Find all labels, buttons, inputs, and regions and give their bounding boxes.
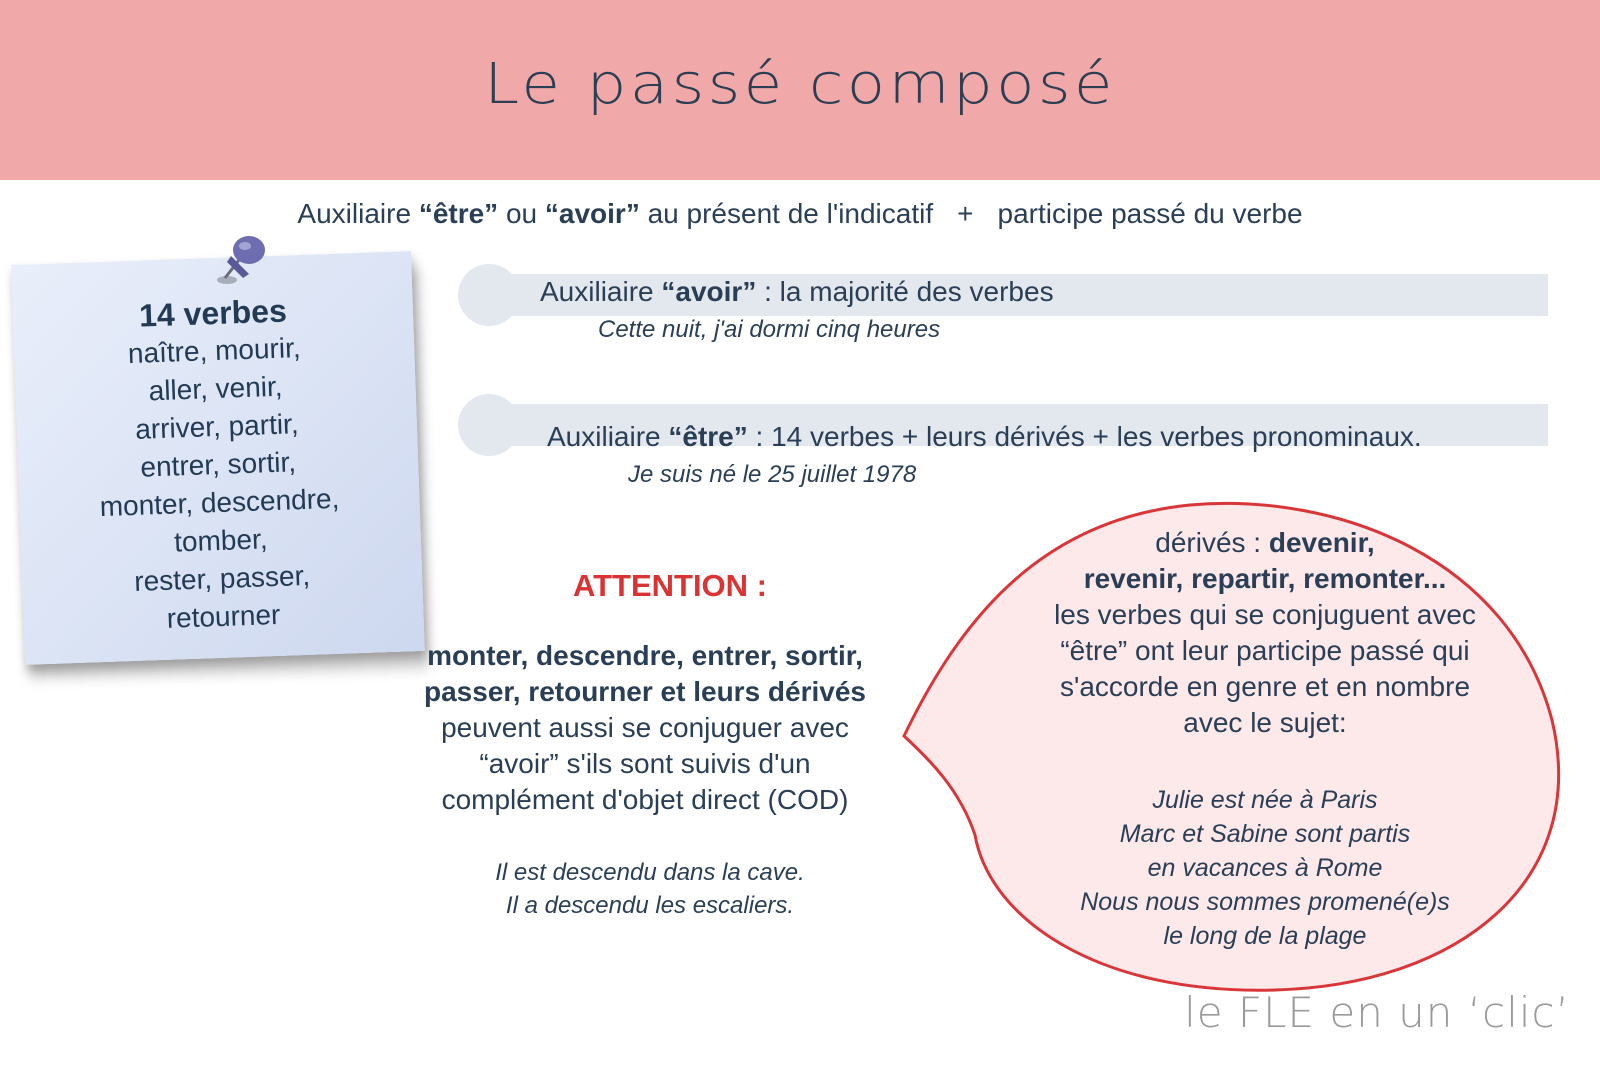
bubble-line: les verbes qui se conjuguent avec	[1054, 599, 1476, 630]
formula-etre: “être”	[418, 198, 499, 229]
formula-avoir: “avoir”	[544, 198, 640, 229]
note-line: arriver, partir,	[134, 408, 300, 445]
etre-prefix: Auxiliaire	[547, 421, 669, 452]
attention-example: Il est descendu dans la cave.	[495, 859, 805, 886]
bubble-example: Julie est née à Paris	[1152, 786, 1378, 814]
brand-logo-text: le FLE en un ‘clic’	[1184, 988, 1570, 1037]
formula-part4: participe passé du verbe	[997, 198, 1303, 229]
etre-suffix: : 14 verbes + leurs dérivés + les verbes pronominaux.	[747, 421, 1422, 452]
note-line: monter, descendre,	[99, 482, 340, 523]
attention-line: complément d'objet direct (COD)	[441, 784, 849, 815]
bubble-line: “être” ont leur participe passé qui	[1060, 635, 1470, 666]
note-line: retourner	[166, 598, 281, 634]
derives-bold-line: revenir, repartir, remonter...	[1083, 563, 1447, 594]
attention-example: Il a descendu les escaliers.	[505, 892, 795, 919]
avoir-example: Cette nuit, j'ai dormi cinq heures	[598, 316, 941, 343]
note-line: rester, passer,	[133, 559, 311, 597]
bubble-text	[1010, 525, 1520, 741]
note-line: aller, venir,	[148, 370, 283, 407]
derives-label: dérivés :	[1155, 527, 1269, 558]
attention-bold-line: passer, retourner et leurs dérivés	[424, 676, 866, 707]
bubble-example: le long de la plage	[1163, 922, 1367, 950]
avoir-aux: “avoir”	[661, 276, 757, 307]
bubble-examples	[1010, 783, 1520, 953]
page-title: Le passé composé	[484, 52, 1116, 117]
attention-line: “avoir” s'ils sont suivis d'un	[479, 748, 811, 779]
avoir-suffix: : la majorité des verbes	[756, 276, 1054, 307]
bubble-example: Nous nous sommes promené(e)s	[1080, 888, 1450, 916]
note-line: entrer, sortir,	[139, 446, 297, 483]
etre-example: Je suis né le 25 juillet 1978	[628, 461, 917, 488]
bubble-line: s'accorde en genre et en nombre	[1059, 671, 1471, 702]
formula-plus: +	[957, 198, 974, 229]
bubble-example: Marc et Sabine sont partis	[1119, 820, 1411, 848]
avoir-prefix: Auxiliaire	[540, 276, 662, 307]
formula-part1: Auxiliaire	[297, 198, 419, 229]
etre-aux: “être”	[668, 421, 748, 452]
formula-part3: au présent de l'indicatif	[639, 198, 934, 229]
bubble-derives	[1010, 525, 1520, 561]
formula-part2: ou	[498, 198, 545, 229]
bubble-line: avec le sujet:	[1183, 707, 1347, 738]
attention-bold-line: monter, descendre, entrer, sortir,	[427, 640, 863, 671]
note-line: naître, mourir,	[127, 332, 302, 370]
derives-bold: devenir,	[1268, 527, 1375, 558]
bubble-example: en vacances à Rome	[1147, 854, 1383, 882]
note-line: tomber,	[173, 523, 269, 558]
attention-label: ATTENTION :	[572, 568, 767, 603]
note-heading: 14 verbes	[138, 292, 288, 334]
attention-line: peuvent aussi se conjuguer avec	[441, 712, 849, 743]
